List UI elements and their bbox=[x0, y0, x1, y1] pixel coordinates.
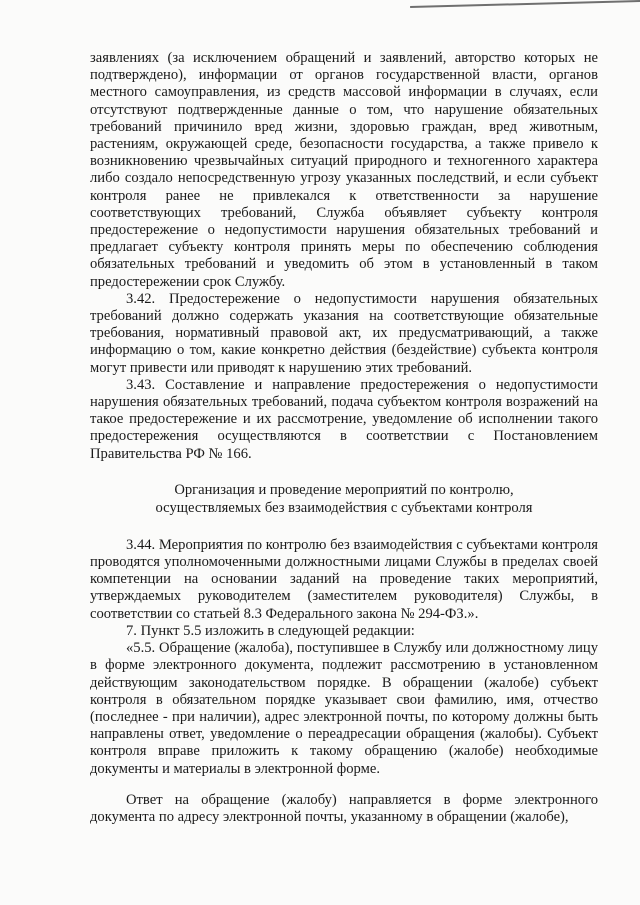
paragraph-3-42: 3.42. Предостережение о недопустимости нарушения обязательных требований должно содержать указания на соответствующие обязательные требования, нормативный правовой акт, их предусматривающий, а также информацию о том, какие конкретно действия (бездействие) субъекта контроля могут привести или приводят к нарушению этих требований. bbox=[90, 290, 598, 376]
paragraph-answer: Ответ на обращение (жалобу) направляется в форме электронного документа по адресу электронной почты, указанному в обращении (жалобе), bbox=[90, 791, 598, 825]
paragraph-continuation: заявлениях (за исключением обращений и заявлений, авторство которых не подтверждено), информации от органов государственной власти, органов местного самоуправления, из средств массовой информации в случаях, если отсутствуют подтвержденные данные о том, что нарушение обязательных требований причинило вред жизни, здоровью граждан, вред животным, растениям, окружающей среде, безопасности государства, а также привело к возникновению чрезвычайных ситуаций природного и техногенного характера либо создало непосредственную угрозу указанных последствий, и если субъект контроля ранее не привлекался к ответственности за нарушение соответствующих требований, Служба объявляет субъекту контроля предостережение о недопустимости нарушения обязательных требований и предлагает субъекту контроля принять меры по обеспечению соблюдения обязательных требований и уведомить об этом в установленный в таком предостережении срок Службу. bbox=[90, 50, 598, 290]
paragraph-item-7: 7. Пункт 5.5 изложить в следующей редакции: bbox=[126, 622, 415, 639]
paragraph-3-44: 3.44. Мероприятия по контролю без взаимодействия с субъектами контроля проводятся уполномоченными должностными лицами Службы в пределах своей компетенции на основании заданий на проведение таких мероприятий, утверждаемых руководителем (заместителем руководителя) Службы, в соответствии со статьей 8.3 Федерального закона № 294-ФЗ.». bbox=[90, 536, 598, 622]
section-heading-line-2: осуществляемых без взаимодействия с субъектами контроля bbox=[155, 499, 533, 516]
scan-edge-mark bbox=[410, 0, 640, 16]
section-heading bbox=[90, 481, 598, 517]
section-heading-line-1: Организация и проведение мероприятий по контролю, bbox=[174, 481, 514, 498]
paragraph-gap bbox=[90, 778, 598, 792]
paragraph-3-43: 3.43. Составление и направление предостережения о недопустимости нарушения обязательных требований, подача субъектом контроля возражений на такое предостережение и их рассмотрение, уведомление об исполнении такого предостережения осуществляются в соответствии с Постановлением Правительства РФ № 166. bbox=[90, 376, 598, 462]
paragraph-5-5: «5.5. Обращение (жалоба), поступившее в Службу или должностному лицу в форме электронного документа, подлежит рассмотрению в установленном действующим законодательством порядке. В обращении (жалобе) субъект контроля в обязательном порядке указывает свои фамилию, имя, отчество (последнее - при наличии), адрес электронной почты, по которому должны быть направлены ответ, уведомление о переадресации обращения (жалобы). Субъект контроля вправе приложить к такому обращению (жалобе) необходимые документы и материалы в электронной форме. bbox=[90, 640, 598, 777]
